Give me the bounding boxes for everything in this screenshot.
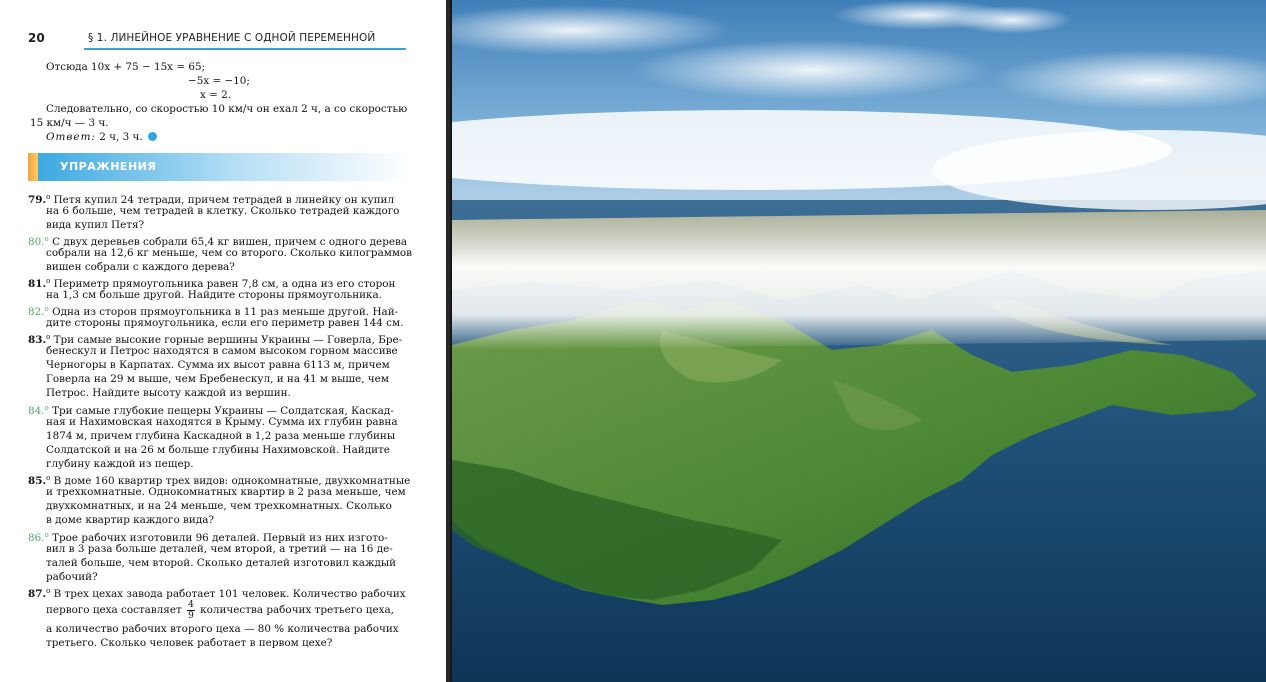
exercise-83-line-5: Петрос. Найдите высоту каждой из вершин. (46, 387, 291, 399)
equation-line-2: −5x = −10; (188, 75, 250, 87)
exercises-title: УПРАЖНЕНИЯ (60, 160, 157, 173)
equation-line-3: x = 2. (200, 89, 232, 101)
exercise-80-line-3: вишен собрали с каждого дерева? (46, 261, 235, 273)
answer-label: Ответ: (46, 131, 96, 143)
exercise-87-line-3: а количество рабочих второго цеха — 80 % количества рабочих (46, 623, 399, 635)
exercise-84-line-5: глубину каждой из пещер. (46, 458, 194, 470)
exercise-number: 82. (28, 306, 45, 318)
fraction: $\frac{4}{9}$ (188, 599, 194, 621)
exercise-80-line-2: собрали на 12,6 кг меньше, чем со второго. Сколько килограммов (46, 247, 413, 259)
exercise-79-line-2: на 6 больше, чем тетрадей в клетку. Сколько тетрадей каждого (46, 205, 400, 217)
exercise-83-line-2: бенескул и Петрос находятся в самом высоком горном массиве (46, 345, 398, 357)
conclusion-line-2: 15 км/ч — 3 ч. (30, 117, 109, 129)
exercise-80-line-1: 80.$^o$ С двух деревьев собрали 65,4 кг вишен, причем с одного дерева (28, 235, 408, 248)
exercise-number: 83. (28, 334, 47, 346)
exercise-79-line-1: 79.$^o$ Петя купил 24 тетради, причем тетрадей в линейку он купил (28, 193, 395, 206)
answer-text: 2 ч, 3 ч. (99, 131, 143, 143)
exercise-number: 86. (28, 532, 45, 544)
exercise-85-line-3: двухкомнатных, и на 24 меньше, чем трехкомнатных. Сколько (46, 500, 392, 512)
end-of-solution-marker (148, 132, 157, 141)
exercise-84-line-1: 84.$^o$ Три самые глубокие пещеры Украины — Солдатская, Каскад- (28, 404, 394, 417)
header-rule (84, 48, 406, 50)
exercise-82-line-2: дите стороны прямоугольника, если его периметр равен 144 см. (46, 317, 404, 329)
exercise-83-line-1: 83.$^o$ Три самые высокие горные вершины Украины — Говерла, Бре- (28, 333, 403, 346)
exercise-85-line-1: 85.$^o$ В доме 160 квартир трех видов: однокомнатные, двухкомнатные (28, 474, 411, 487)
section-title: § 1. ЛИНЕЙНОЕ УРАВНЕНИЕ С ОДНОЙ ПЕРЕМЕННОЙ (88, 32, 376, 44)
exercise-81-line-2: на 1,3 см больше другой. Найдите стороны прямоугольника. (46, 289, 383, 301)
exercise-number: 80. (28, 236, 45, 248)
exercise-86-line-3: талей больше, чем второй. Сколько деталей изготовил каждый (46, 557, 397, 569)
exercise-84-line-4: Солдатской и на 26 м больше глубины Нахимовской. Найдите (46, 444, 390, 456)
exercise-number: 79. (28, 194, 47, 206)
exercise-85-line-4: в доме квартир каждого вида? (46, 514, 215, 526)
exercise-87-line-2: первого цеха составляет $\frac{4}{9}$ количества рабочих третьего цеха, (46, 599, 394, 621)
exercises-banner (28, 153, 412, 181)
exercise-87-line-1: 87.$^o$ В трех цехах завода работает 101 человек. Количество рабочих (28, 587, 406, 600)
answer-line (46, 131, 157, 144)
exercise-83-line-3: Черногоры в Карпатах. Сумма их высот равна 6113 м, причем (46, 359, 390, 371)
exercise-number: 87. (28, 588, 47, 600)
exercise-79-line-3: вида купил Петя? (46, 219, 145, 231)
textbook-page (0, 0, 446, 682)
aerial-photo-graphic (452, 0, 1266, 682)
exercise-81-line-1: 81.$^o$ Периметр прямоугольника равен 7,8 см, а одна из его сторон (28, 277, 396, 290)
page-number: 20 (28, 31, 45, 45)
aerial-photo (452, 0, 1266, 682)
exercise-86-line-4: рабочий? (46, 571, 98, 583)
exercise-84-line-2: ная и Нахимовская находятся в Крыму. Сумма их глубин равна (46, 416, 398, 428)
exercise-86-line-1: 86.$^o$ Трое рабочих изготовили 96 деталей. Первый из них изгото- (28, 531, 388, 544)
exercise-84-line-3: 1874 м, причем глубина Каскадной в 1,2 раза меньше глубины (46, 430, 396, 442)
exercise-number: 85. (28, 475, 47, 487)
exercise-83-line-4: Говерла на 29 м выше, чем Бребенескул, и на 41 м выше, чем (46, 373, 389, 385)
exercise-86-line-2: вил в 3 раза больше деталей, чем второй, а третий — на 16 де- (46, 543, 393, 555)
exercises-banner-accent (28, 153, 38, 181)
conclusion-line-1: Следовательно, со скоростью 10 км/ч он ехал 2 ч, а со скоростью (46, 103, 408, 115)
exercise-82-line-1: 82.$^o$ Одна из сторон прямоугольника в 11 раз меньше другой. Най- (28, 305, 399, 318)
exercise-87-line-4: третьего. Сколько человек работает в первом цехе? (46, 637, 333, 649)
equation-line-1: Отсюда 10x + 75 − 15x = 65; (46, 61, 206, 73)
exercise-number: 81. (28, 278, 47, 290)
page-header (28, 30, 408, 50)
exercise-number: 84. (28, 405, 45, 417)
exercise-85-line-2: и трехкомнатные. Однокомнатных квартир в 2 раза меньше, чем (46, 486, 406, 498)
